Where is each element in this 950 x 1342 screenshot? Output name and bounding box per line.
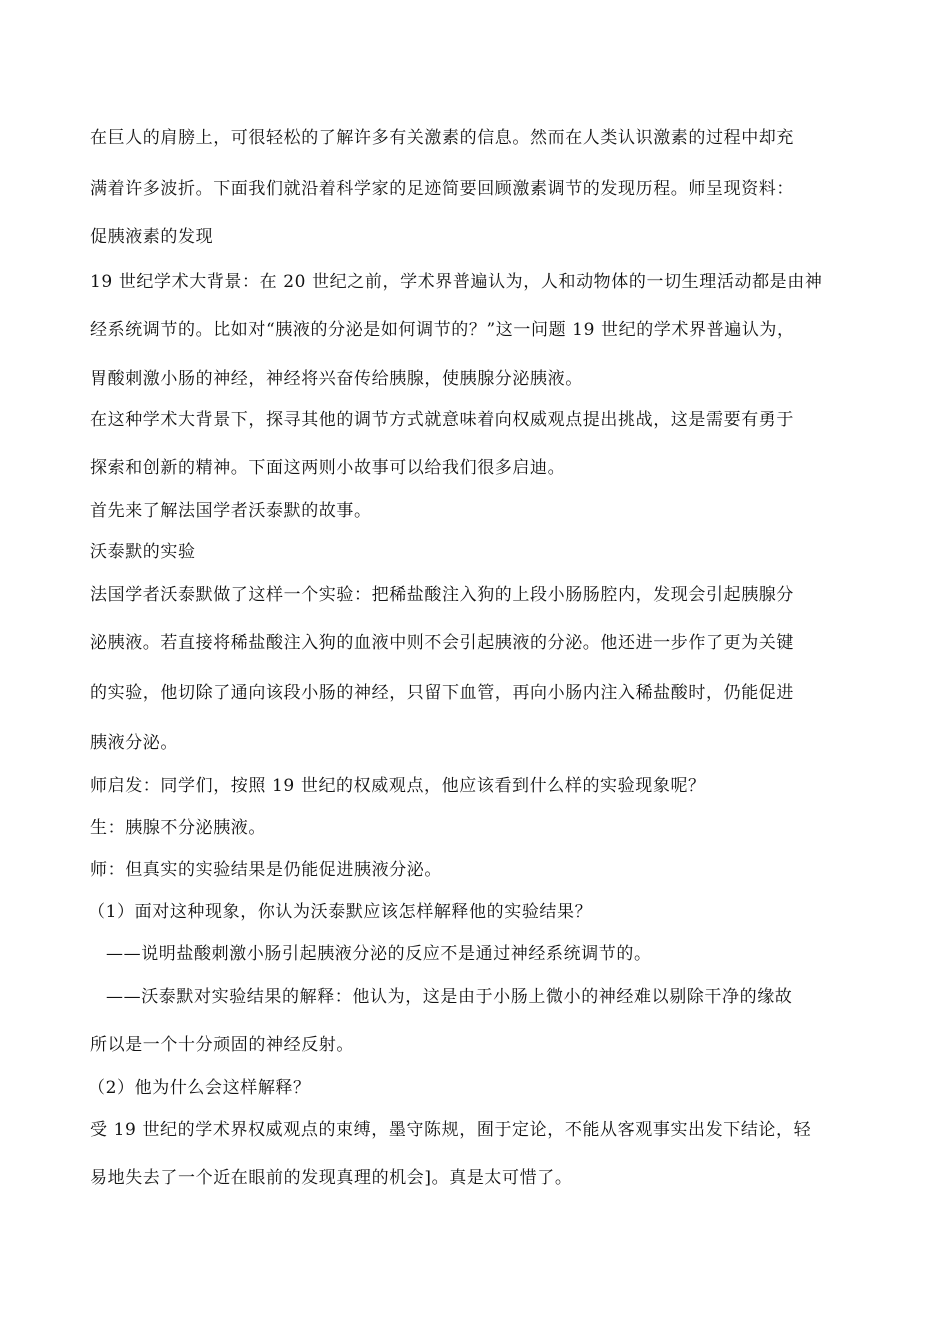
- paragraph-line: 满着许多波折。下面我们就沿着科学家的足迹简要回顾激素调节的发现历程。师呈现资料：: [90, 179, 794, 199]
- paragraph-line: 胰液分泌。: [90, 733, 178, 753]
- paragraph-line: 所以是一个十分顽固的神经反射。: [90, 1035, 354, 1055]
- paragraph-line: 胃酸刺激小肠的神经，神经将兴奋传给胰腺，使胰腺分泌胰液。: [90, 369, 583, 389]
- answer-line: ——沃泰默对实验结果的解释：他认为，这是由于小肠上微小的神经难以剔除干净的缘故: [106, 987, 793, 1007]
- question-line: （1）面对这种现象，你认为沃泰默应该怎样解释他的实验结果？: [88, 902, 593, 922]
- paragraph-line: 在这种学术大背景下，探寻其他的调节方式就意味着向权威观点提出挑战，这是需要有勇于: [90, 410, 794, 430]
- paragraph-line: 19 世纪学术大背景：在 20 世纪之前，学术界普遍认为，人和动物体的一切生理活动都是由神: [90, 272, 823, 292]
- dialogue-line: 师启发：同学们，按照 19 世纪的权威观点，他应该看到什么样的实验现象呢？: [90, 776, 706, 796]
- paragraph-line: 易地失去了一个近在眼前的发现真理的机会]。真是太可惜了。: [90, 1168, 573, 1188]
- paragraph-line: 泌胰液。若直接将稀盐酸注入狗的血液中则不会引起胰液的分泌。他还进一步作了更为关键: [90, 633, 794, 653]
- question-line: （2）他为什么会这样解释？: [88, 1078, 311, 1098]
- paragraph-line: 的实验，他切除了通向该段小肠的神经，只留下血管，再向小肠内注入稀盐酸时，仍能促进: [90, 683, 794, 703]
- paragraph-line: 受 19 世纪的学术界权威观点的束缚，墨守陈规，囿于定论，不能从客观事实出发下结论，轻: [90, 1120, 812, 1140]
- section-heading: 沃泰默的实验: [90, 542, 196, 562]
- dialogue-line: 师：但真实的实验结果是仍能促进胰液分泌。: [90, 860, 442, 880]
- paragraph-line: 法国学者沃泰默做了这样一个实验：把稀盐酸注入狗的上段小肠肠腔内，发现会引起胰腺分: [90, 585, 794, 605]
- paragraph-line: 经系统调节的。比如对“胰液的分泌是如何调节的？”这一问题 19 世纪的学术界普遍认为，: [90, 320, 795, 340]
- section-heading: 促胰液素的发现: [90, 227, 214, 247]
- answer-line: ——说明盐酸刺激小肠引起胰液分泌的反应不是通过神经系统调节的。: [106, 944, 652, 964]
- paragraph-line: 在巨人的肩膀上，可很轻松的了解许多有关激素的信息。然而在人类认识激素的过程中却充: [90, 128, 794, 148]
- dialogue-line: 生：胰腺不分泌胰液。: [90, 818, 266, 838]
- paragraph-line: 首先来了解法国学者沃泰默的故事。: [90, 501, 372, 521]
- paragraph-line: 探索和创新的精神。下面这两则小故事可以给我们很多启迪。: [90, 458, 566, 478]
